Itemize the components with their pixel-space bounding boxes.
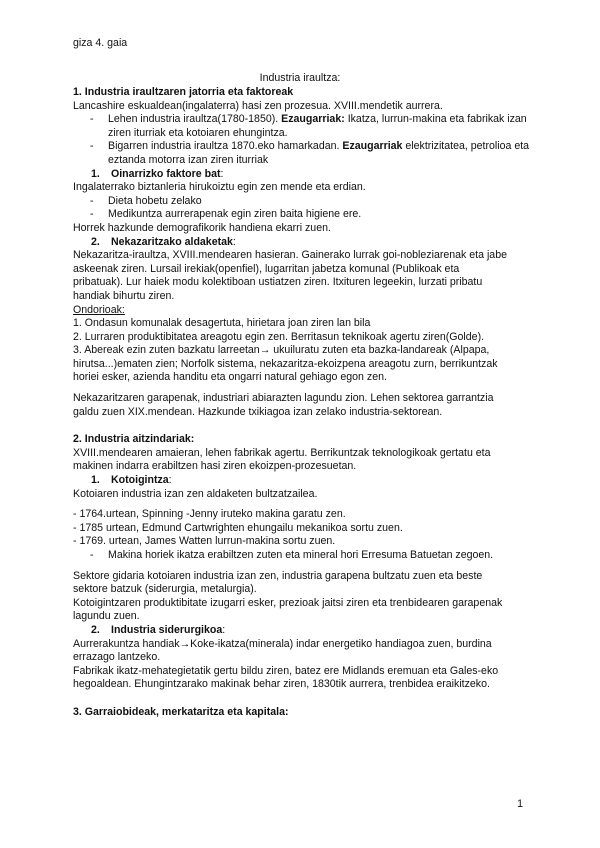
page-number: 1 xyxy=(517,798,523,810)
subsection-2-2-heading: 2. Industria siderurgikoa: xyxy=(91,623,226,636)
consequence-line: hirutsa...)ematen zien; Norfolk sistema, nekazaritza-ekoizpena areagotu zurn, berrikuntzak xyxy=(73,357,498,370)
date-line: - 1769. urtean, James Watten lurrun-makina sortu zuen. xyxy=(73,535,336,548)
subsection-2-1-heading: 1. Kotoigintza: xyxy=(91,474,172,487)
list-item: - Bigarren industria iraultza 1870.eko hamarkadan. Ezaugarriak elektrizitatea, petrolioa eta eztanda motorra izan ziren iturriak xyxy=(90,140,530,166)
paragraph-line: lagundu zuen. xyxy=(73,610,140,623)
page-title: Industria iraultza: xyxy=(259,72,341,84)
subsection-1-2-heading: 2. Nekazaritzako aldaketak: xyxy=(91,235,236,248)
paragraph-line: Nekazaritza-iraultza, XVIII.mendearen hasieran. Gainerako lurrak goi-nobleziarenak eta jabe xyxy=(73,249,507,262)
subsection-1-1-conclusion: Horrek hazkunde demografikorik handiena ekarri zuen. xyxy=(73,221,331,234)
list-item: - Medikuntza aurrerapenak egin ziren baita higiene ere. xyxy=(90,208,362,221)
paragraph-line: Aurrerakuntza handiak→Koke-ikatza(minerala) indar energetiko handiagoa zuen, burdina xyxy=(73,637,492,650)
section-3-heading: 3. Garraiobideak, merkataritza eta kapitala: xyxy=(73,705,289,718)
list-item: - Makina horiek ikatza erabiltzen zuten eta mineral hori Erresuma Batuetan zegoen. xyxy=(90,549,494,561)
date-line: - 1785 urtean, Edmund Cartwrighten ehungailu mekanikoa sortu zuen. xyxy=(73,521,403,534)
section-1-intro: Lancashire eskualdean(ingalaterra) hasi zen prozesua. XVIII.mendetik aurrera. xyxy=(73,99,443,112)
section-2-heading: 2. Industria aitzindariak: xyxy=(73,433,195,446)
document-body xyxy=(73,86,533,720)
paragraph-line: galdu zuen XIX.mendean. Hazkunde txikiagoa izan zelako industria-sektorean. xyxy=(73,405,443,418)
paragraph-line: handiak bihurtu ziren. xyxy=(73,289,175,302)
paragraph-line: errazago lantzeko. xyxy=(73,651,161,664)
industrial-revolutions-list xyxy=(73,113,533,167)
paragraph-line: makinen indarra erabiltzen hasi ziren ekoizpen-prozesuetan. xyxy=(73,460,357,473)
list-item: - Dieta hobetu zelako xyxy=(90,194,202,207)
consequence-line: 3. Abereak ezin zuten bazkatu larreetan→ ukuiluratu zuten eta bazka-landareak (Alpapa, xyxy=(73,344,490,357)
paragraph-line: Nekazaritzaren garapenak, industriari abiarazten lagundu zion. Lehen sektorea garrantzia xyxy=(73,392,494,405)
paragraph-line: hegoaldean. Ehungintzarako makinak behar ziren, 1830tik aurrera, trenbidea eraikitzeko. xyxy=(73,678,490,691)
subsection-1-1-heading: 1. Oinarrizko faktore bat: xyxy=(91,167,224,180)
factors-list xyxy=(73,195,533,222)
document-header: giza 4. gaia xyxy=(73,37,128,49)
consequences-label: Ondorioak: xyxy=(73,303,125,316)
subsection-1-1-text: Ingalaterrako biztanleria hirukoiztu egin zen mende eta erdian. xyxy=(73,181,366,194)
paragraph-line: sektore batzuk (siderurgia, metalurgia). xyxy=(73,583,257,596)
section-1-heading: 1. Industria iraultzaren jatorria eta faktoreak xyxy=(73,86,294,98)
consequence-line: 1. Ondasun komunalak desagertuta, hirietara joan ziren lan bila xyxy=(73,317,371,330)
consequence-line: 2. Lurraren produktibitatea areagotu egin zen. Berritasun teknikoak agertu ziren(Golde). xyxy=(73,330,485,343)
list-item: - Lehen industria iraultza(1780-1850). Ezaugarriak: Ikatza, lurrun-makina eta fabrikak izan ziren iturriak eta kotoiaren ehungintza. xyxy=(90,113,527,139)
paragraph-line: Fabrikak ikatz-mehategietatik gertu bildu ziren, batez ere Midlands eremuan eta Gales-eko xyxy=(73,664,499,677)
subsection-2-1-text: Kotoiaren industria izan zen aldaketen bultzatzailea. xyxy=(73,487,318,500)
paragraph-line: Kotoigintzaren produktibitate izugarri esker, prezioak jaitsi ziren eta trenbidearen garapenak xyxy=(73,596,503,609)
paragraph-line: pribatuak). Lur haiek modu kolektiboan ustiatzen ziren. Itxituren legeekin, lurzati pribatu xyxy=(73,276,483,289)
paragraph-line: Sektore gidaria kotoiaren industria izan zen, industria garapena bultzatu zuen eta beste xyxy=(73,569,483,582)
paragraph-line: XVIII.mendearen amaieran, lehen fabrikak agertu. Berrikuntzak teknologikoak gertatu eta xyxy=(73,446,491,459)
consequence-line: horiei esker, azienda handitu eta ongarri natural gehiago egon zen. xyxy=(73,371,387,384)
paragraph-line: askeenak ziren. Lursail irekiak(openfiel), lugarritan jabetza komunal (Publikoak eta xyxy=(73,262,460,275)
date-line: - 1764.urtean, Spinning -Jenny iruteko makina garatu zen. xyxy=(73,508,346,521)
